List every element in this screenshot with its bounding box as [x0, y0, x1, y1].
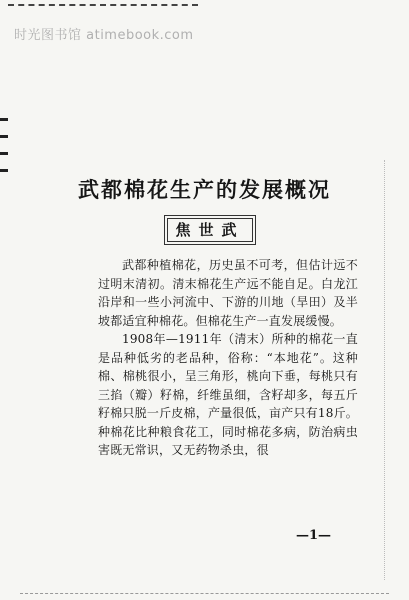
author-box: 焦世武 — [167, 218, 253, 242]
page-number: —1— — [296, 528, 332, 543]
article-body — [98, 256, 358, 460]
top-rule — [8, 4, 198, 7]
article-title: 武都棉花生产的发展概况 — [78, 177, 331, 203]
paragraph-1: 武都种植棉花，历史虽不可考，但估计远不过明末清初。清末棉花生产远不能自足。白龙江沿岸和一些小河流中、下游的川地（旱田）及半坡都适宜种棉花。但棉花生产一直发展缓慢。 — [98, 258, 358, 328]
watermark: 时光图书馆 atimebook.com — [14, 28, 194, 43]
paragraph-2: 1908年—1911年（清末）所种的棉花一直是品种低劣的老品种，俗称：“本地花”。这种棉、棉桃很小，呈三角形，桃向下垂，每桃只有三掐（瓣）籽棉，纤维虽细，含籽却多，每五斤籽棉只脱一斤皮棉，产量很低，亩产只有18斤。种棉花比种粮食花工，同时棉花多病，防治病虫害既无常识，又无药物杀虫，很 — [98, 332, 358, 457]
right-edge-line — [384, 160, 387, 580]
bottom-marks — [20, 593, 389, 594]
